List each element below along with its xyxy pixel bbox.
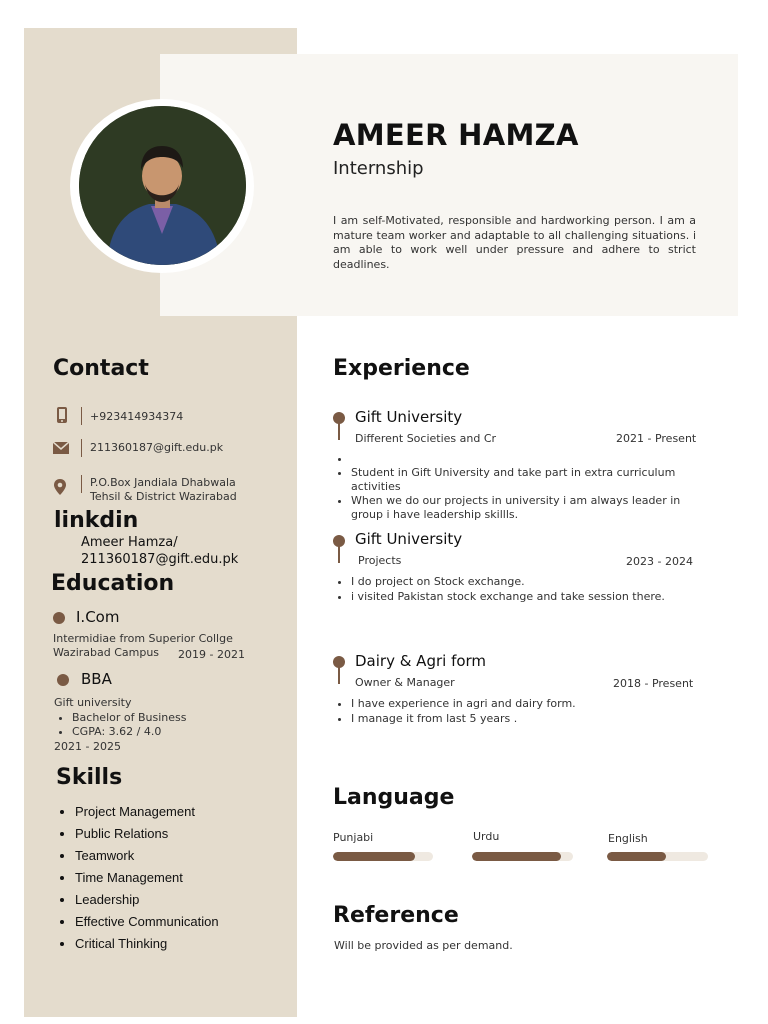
list-item: • I have experience in agri and dairy form. <box>351 696 715 711</box>
experience-heading: Experience <box>333 356 470 381</box>
list-item: • I do project on Stock exchange. <box>351 574 715 589</box>
experience-dates: 2018 - Present <box>613 677 694 690</box>
profile-summary: I am self-Motivated, responsible and hardworking person. I am a mature team worker and adaptable to all challenging situations. i am able to work well under pressure and adhere to strict deadlines. <box>333 214 696 271</box>
list-item: • i visited Pakistan stock exchange and take session there. <box>351 589 715 604</box>
education-detail: Wazirabad Campus <box>53 646 160 659</box>
language-name: English <box>608 832 648 845</box>
location-pin-icon <box>52 479 68 495</box>
candidate-name: AMEER HAMZA <box>333 118 579 152</box>
list-item: • Project Management <box>75 801 219 823</box>
experience-bullets <box>333 696 715 726</box>
experience-role: Different Societies and Cr <box>355 432 497 445</box>
timeline-stem <box>338 422 340 440</box>
profile-photo <box>79 106 246 265</box>
envelope-icon <box>53 440 69 456</box>
language-name: Punjabi <box>333 831 374 844</box>
list-item: • Effective Communication <box>75 911 219 933</box>
experience-role: Projects <box>358 554 402 567</box>
language-name: Urdu <box>473 830 500 843</box>
education-degree: BBA <box>81 670 112 688</box>
person-icon <box>79 106 246 265</box>
list-item: • Teamwork <box>75 845 219 867</box>
skills-heading: Skills <box>56 765 123 790</box>
experience-org: Gift University <box>355 530 463 548</box>
reference-heading: Reference <box>333 903 459 928</box>
language-level-fill <box>472 852 561 861</box>
bullet-dot-icon <box>53 612 65 624</box>
experience-role: Owner & Manager <box>355 676 455 689</box>
experience-bullets <box>333 452 715 522</box>
list-item <box>351 452 715 466</box>
contact-divider <box>81 407 82 425</box>
linkedin-line1[interactable]: Ameer Hamza/ <box>81 535 178 550</box>
language-level-bar <box>333 852 433 861</box>
list-item: • Time Management <box>75 867 219 889</box>
contact-phone: +923414934374 <box>90 410 184 423</box>
timeline-stem <box>338 545 340 563</box>
experience-org: Dairy & Agri form <box>355 652 487 670</box>
language-level-fill <box>333 852 415 861</box>
linkedin-line2[interactable]: 211360187@gift.edu.pk <box>81 552 239 567</box>
list-item: • I manage it from last 5 years . <box>351 711 715 726</box>
education-heading: Education <box>51 571 175 596</box>
list-item: • Public Relations <box>75 823 219 845</box>
language-level-bar <box>472 852 573 861</box>
candidate-role: Internship <box>333 158 424 179</box>
list-item: • CGPA: 3.62 / 4.0 <box>72 725 187 739</box>
reference-text: Will be provided as per demand. <box>334 939 513 952</box>
contact-address-line1: P.O.Box Jandiala Dhabwala <box>90 476 236 489</box>
contact-address-line2: Tehsil & District Wazirabad <box>90 490 237 503</box>
experience-dates: 2021 - Present <box>616 432 697 445</box>
linkedin-heading: linkdin <box>54 508 139 533</box>
education-detail: Intermidiae from Superior Collge <box>53 632 233 645</box>
education-bullets <box>54 711 187 739</box>
list-item: • Critical Thinking <box>75 933 219 955</box>
experience-org: Gift University <box>355 408 463 426</box>
phone-icon <box>54 407 70 423</box>
skills-list <box>57 801 219 955</box>
list-item: • Student in Gift University and take part in extra curriculum activities <box>351 466 715 494</box>
education-degree: I.Com <box>76 608 120 626</box>
experience-bullets <box>333 574 715 604</box>
list-item: • Leadership <box>75 889 219 911</box>
bullet-dot-icon <box>57 674 69 686</box>
education-detail: Gift university <box>54 696 132 709</box>
timeline-stem <box>338 666 340 684</box>
contact-divider <box>81 475 82 493</box>
language-level-bar <box>607 852 708 861</box>
contact-heading: Contact <box>53 356 149 381</box>
language-level-fill <box>607 852 666 861</box>
contact-email: 211360187@gift.edu.pk <box>90 441 224 454</box>
education-years: 2019 - 2021 <box>178 648 245 661</box>
list-item: • Bachelor of Business <box>72 711 187 725</box>
education-years: 2021 - 2025 <box>54 740 121 753</box>
list-item: • When we do our projects in university i am always leader in group i have leadership skillls. <box>351 494 715 522</box>
language-heading: Language <box>333 785 455 810</box>
experience-dates: 2023 - 2024 <box>626 555 693 568</box>
contact-divider <box>81 439 82 457</box>
